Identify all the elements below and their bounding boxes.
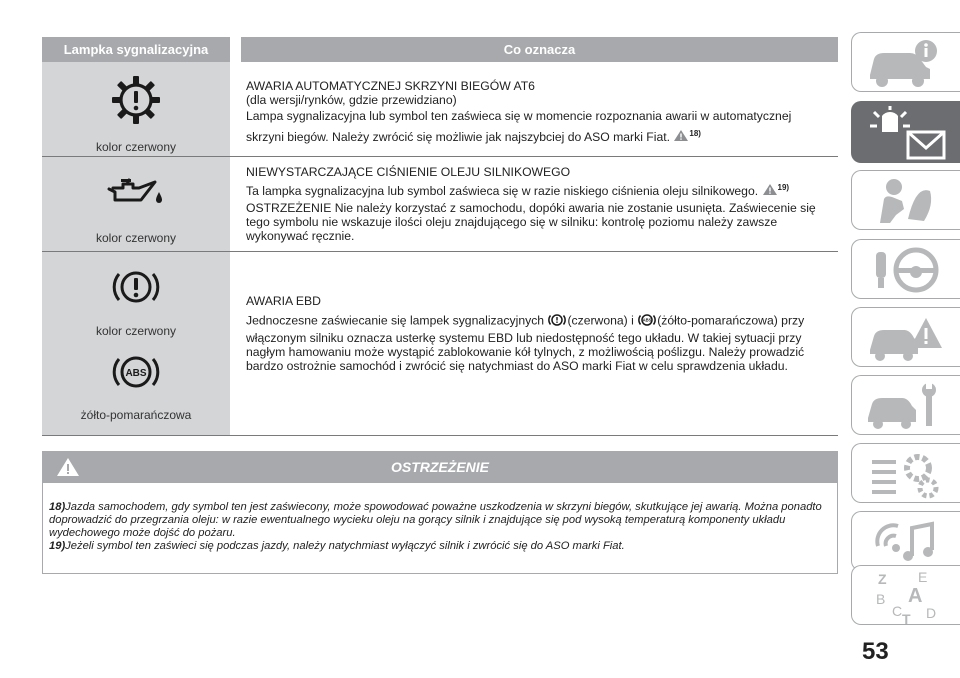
warning-header [42,451,838,483]
index-letter: B [876,591,886,607]
alphabetical-index-icon [874,568,944,629]
note-text-18: Jazda samochodem, gdy symbol ten jest zaświecony, może spowodować poważne uszkodzenia w skrzyni biegów, skutkujące jej awarią. Można ponadto doprowadzić do przegrzania oleju: w razie ewentualnego wycieku oleju na gorący silnik i znajdujące się pod wysoką temperaturą komponenty układu wydechowego może dojść do pożaru. [49,501,822,539]
note-text-19: Jeżeli symbol ten zaświeci się podczas jazdy, należy natychmiast wyłączyć silnik i zwrócić się do ASO marki Fiat. [65,540,625,552]
warning-lights-icon [864,106,950,167]
col-header-warning-light: Lampka sygnalizacyjna [42,37,230,62]
index-letter: C [892,603,903,619]
car-info-icon [864,37,944,94]
page-number: 53 [862,638,889,665]
row-2-body: Ta lampka sygnalizacyjna lub symbol zaświeca się w razie niskiego ciśnienia oleju silnikowego. [246,184,759,199]
sidebar-tab-safety[interactable] [851,170,960,230]
table-row-2-icon-cell [42,157,230,251]
brake-warning-icon [547,312,567,331]
footnote-ref-19[interactable]: 19) [777,183,790,192]
warning-notes [49,501,829,553]
sidebar-tab-car-info[interactable] [851,32,960,92]
index-letter: Z [878,571,887,587]
row-1-title: AWARIA AUTOMATYCZNEJ SKRZYNI BIEGÓW AT6 [246,79,535,93]
row-3-title: AWARIA EBD [246,294,321,308]
note-num-19: 19) [49,540,66,552]
table-row-1-icon-cell [42,62,230,156]
row-1-subtitle: (dla wersji/rynków, gdzie przewidziano) [246,93,457,107]
svg-text:ABS: ABS [642,317,652,323]
warning-triangle-icon [673,129,689,147]
row-2-description [246,165,826,243]
svg-text:ABS: ABS [125,368,147,379]
car-accident-icon [866,312,946,369]
row-2-title: NIEWYSTARCZAJĄCE CIŚNIENIE OLEJU SILNIKOWEGO [246,165,571,179]
color-label: kolor czerwony [95,231,177,245]
sidebar-tab-starting-driving[interactable] [851,239,960,299]
row-3-description [246,294,826,373]
seat-airbag-icon [868,175,944,232]
color-label-2: żółto-pomarańczowa [80,408,192,422]
col-header-meaning: Co oznacza [241,37,838,62]
row-1-description [246,79,826,147]
sidebar-tab-multimedia[interactable] [851,511,960,571]
abs-icon [42,346,230,398]
warning-triangle-icon [762,183,778,201]
footnote-ref-18[interactable]: 18) [689,129,701,138]
brake-warning-icon [42,261,230,313]
index-letter: A [908,585,923,607]
row-divider [42,435,838,436]
color-label: kolor czerwony [95,324,177,338]
sidebar-tab-index[interactable] [851,565,960,625]
row-3-body-c: (żółto-pomarańczowa) przy włączonym silniku oznacza usterkę systemu EBD lub niedostępność tego układu. W takiej sytuacji przy nagłym hamowaniu może wystąpić zablokowanie kół tylnych, z możliwością poślizgu. Należy prowadzić bardzo ostrożnie samochód i zwrócić się natychmiast do ASO marki Fiat w celu sprawdzenia układu. [246,313,805,373]
sidebar-tab-maintenance[interactable] [851,375,960,435]
gear-exclamation-icon [42,72,230,128]
car-maintenance-icon [864,380,946,437]
row-2-warning: OSTRZEŻENIE Nie należy korzystać z samochodu, dopóki awaria nie zostanie usunięta. Zaświecenie się tego symbolu nie wskazuje ilości oleju znajdującego się w silniku: kontrolę poziomu należy zawsze wykonywać ręcznie. [246,200,816,243]
technical-data-gears-icon [866,448,946,505]
table-row-3-icon-cell [42,252,230,435]
row-3-body-b: (czerwona) i [567,313,634,328]
warning-title: OSTRZEŻENIE [390,459,489,475]
steering-wheel-key-icon [868,244,944,301]
index-letter: T [902,611,911,624]
row-1-body: Lampa sygnalizacyjna lub symbol ten zaświeca się w momencie rozpoznania awarii w automatycznej skrzyni biegów. Należy zwrócić się możliwie jak najszybciej do ASO marki Fiat. [246,109,792,145]
index-letter: E [918,569,928,585]
color-label: kolor czerwony [95,140,177,154]
row-3-body-a: Jednoczesne zaświecanie się lampek sygnalizacyjnych [246,313,545,328]
oil-can-icon [42,172,230,214]
abs-icon [637,312,657,331]
sidebar-tab-emergency[interactable] [851,307,960,367]
note-num-18: 18) [49,501,66,513]
index-letter: D [926,605,937,621]
sidebar-tab-warning-lights[interactable] [851,101,960,163]
sidebar-tab-technical-data[interactable] [851,443,960,503]
